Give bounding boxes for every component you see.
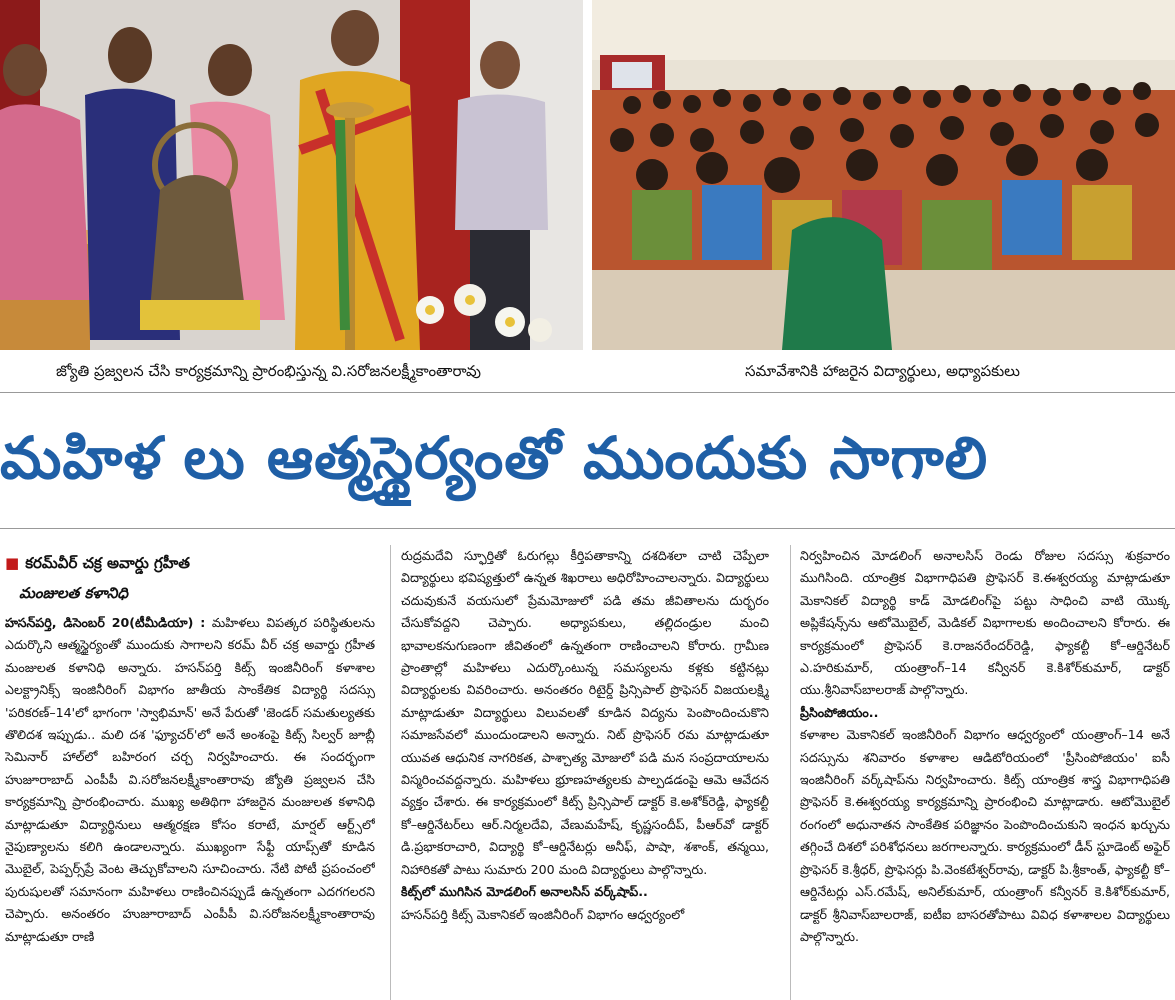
sidebar-title <box>5 548 375 578</box>
article-text: నిర్వహించిన మోడలింగ్ అనాలసిస్ రెండు రోజుల సదస్సు శుక్రవారం ముగిసింది. యాంత్రిక విభాగాధిపతి ప్రొఫెసర్ కె.ఈశ్వరయ్య మాట్లాడుతూ మెకానికల్ విద్యార్థి కాడ్ మోడలింగ్‌పై పట్టు సాధించి వాటి యొక్క అప్లికేషన్స్‌ను ఆటోమొబైల్, మెడికల్ విభాగాలకు అందించాలని కోరారు. ఈ కార్యక్రమంలో ప్రొఫెసర్ కె.రాజనరేందర్‌రెడ్డి, ఫ్యాకల్టీ కో–ఆర్డినేటర్ ఎ.హరికుమార్, యంత్రాంగ్–14 కన్వీనర్ కె.కిశోర్‌కుమార్, డాక్టర్ యు.శ్రీనివాస్‌బాలరాజ్ పాల్గొన్నారు. <box>800 548 1170 698</box>
headline: మహిళ లు ఆత్మస్థైర్యంతో ముందుకు సాగాలి <box>0 424 989 492</box>
left-photo-caption: జ్యోతి ప్రజ్వలన చేసి కార్యక్రమాన్ని ప్రారంభిస్తున్న వి.సరోజనలక్ష్మీకాంతారావు <box>56 362 482 380</box>
article-column-3 <box>800 545 1170 997</box>
article-text: రుద్రమదేవి స్ఫూర్తితో ఓరుగల్లు కీర్తిపతాకాన్ని దశదిశలా చాటి చెప్పేలా విద్యార్థులు భవిష్యత్తులో ఉన్నత శిఖరాలు అధిరోహించాలన్నారు. విద్యార్థులు చదువుకునే వయసులో ప్రేమమోజులో పడి తమ జీవితాలను దుర్భరం చేసుకోవద్దని చెప్పారు. అధ్యాపకులు, తల్లిదండ్రుల మంచి భావాలకనుగుణంగా జీవితంలో ఉన్నతంగా రాణించాలని కోరారు. గ్రామీణ ప్రాంతాల్లో మహిళలు ఎదుర్కొంటున్న సమస్యలను కళ్లకు కట్టినట్లు విద్యార్థులకు వివరించారు. అనంతరం రిటైర్డ్ ప్రిన్సిపాల్ ప్రొఫెసర్ విజయలక్ష్మి మాట్లాడుతూ విద్యార్థులు విలువలతో కూడిన విద్యను పెంపొందించుకొని సమాజసేవలో ముందుండాలని అన్నారు. నిట్ ప్రొఫెసర్ రమ మాట్లాడుతూ యువత ఆధునిక నాగరికత, పాశ్చాత్య మోజులో పడి మన సంప్రదాయాలను విస్మరించవద్దన్నారు. మహిళలు భ్రూణహత్యలకు పాల్పడడంపై ఆమె ఆవేదన వ్యక్తం చేశారు. ఈ కార్యక్రమంలో కిట్స్ ప్రిన్సిపాల్ డాక్టర్ కె.అశోక్‌రెడ్డి, ఫ్యాకల్టీ కో–ఆర్డినేటర్‌లు ఆర్.నిర్మలదేవి, వేణుమహేష్, కృష్ణసందీప్, పీఆర్‌వో డాక్టర్ డి.ప్రభాకరాచారి, విద్యార్థి కో–ఆర్డినేటర్లు అనీఫ్, పాషా, శశాంక్, తన్మయి, నిహారికతో పాటు సుమారు 200 మంది విద్యార్థులు పాల్గొన్నారు. <box>401 548 769 877</box>
right-photo-caption: సమావేశానికి హాజరైన విద్యార్థులు, అధ్యాపకులు <box>745 362 1020 380</box>
section-subhead: కిట్స్‌లో ముగిసిన మోడలింగ్ అనాలసిస్ వర్క్‌షాప్.. <box>401 884 648 900</box>
article-column-1 <box>5 548 375 1000</box>
article-text: కళాశాల మెకానికల్ ఇంజినీరింగ్ విభాగం ఆధ్వర్యంలో యంత్రాంగ్–14 అనే సదస్సును శనివారం కళాశాల ఆడిటోరియంలో 'ప్రీసింపోజియం' ఐసీ ఇంజినీరింగ్ వర్క్‌షాప్‌ను నిర్వహించారు. కిట్స్ యాంత్రిక శాస్త్ర విభాగాధిపతి ప్రొఫెసర్ కె.ఈశ్వరయ్య కార్యక్రమాన్ని ప్రారంభించి మాట్లాడారు. ఆటోమొబైల్ రంగంలో అధునాతన సాంకేతిక పరిజ్ఞానం పెంపొందించుకుని ఇంధన ఖర్చును తగ్గించే దిశలో పరిశోధనలు జరగాలన్నారు. కార్యక్రమంలో డీన్ స్టూడెంట్ అఫైర్ ప్రొఫెసర్ కె.శ్రీధర్, ప్రొఫెసర్లు పి.వెంకటేశ్వర్‌రావు, డాక్టర్ పి.శ్రీకాంత్, ఫ్యాకల్టీ కో–ఆర్డినేటర్లు ఎస్.రమేష్, అనిల్‌కుమార్, యంత్రాంగ్ కన్వీనర్ కె.కిశోర్‌కుమార్, డాక్టర్ శ్రీనివాస్‌బాలరాజ్, ఐటీఐ బాసరతోపాటు వివిధ కళాశాలల విద్యార్థులు పాల్గొన్నారు. <box>800 727 1170 944</box>
article-paragraph <box>5 612 375 948</box>
caption-divider <box>0 392 1175 393</box>
dateline: హసన్‌పర్తి, డిసెంబర్ 20(టీమీడియా) : <box>5 615 206 630</box>
article-text: మహిళలు విపత్కర పరిస్థితులను ఎదుర్కొని ఆత్మస్థైర్యంతో ముందుకు సాగాలని కరమ్ వీర్ చక్ర అవార్డు గ్రహీత మంజులత కళానిధి అన్నారు. హసన్‌పర్తి కిట్స్ ఇంజినీరింగ్ కళాశాల ఎలక్ట్రానిక్స్ ఇంజినీరింగ్ విభాగం జాతీయ సాంకేతిక విద్యార్థి సదస్సు 'పరికరణ్–14'లో భాగంగా 'స్వాభిమాన్' అనే పేరుతో 'జెండర్ సమతుల్యతకు తొలిదశ ఇప్పుడు.. మలి దశ 'ఫ్యూచర్'లో అనే అంశంపై కిట్స్ సిల్వర్ జూబ్లీ సెమినార్ హాల్‌లో బహిరంగ చర్చ నిర్వహించారు. ఈ సందర్భంగా హుజూరాబాద్ ఎంపీపీ వి.సరోజనలక్ష్మీకాంతారావు జ్యోతి ప్రజ్వలన చేసి కార్యక్రమాన్ని ప్రారంభించారు. ముఖ్య అతిథిగా హాజరైన మంజులత కళానిధి మాట్లాడుతూ విద్యార్థినులు ఆత్మరక్షణ కోసం కరాటే, మార్షల్ ఆర్ట్స్‌లో నైపుణ్యాలను కలిగి ఉండాలన్నారు. ముఖ్యంగా సేఫ్టీ యాప్స్‌తో కూడిన మొబైల్, పెప్పర్స్‌ప్రే వెంట తెచ్చుకోవాలని సూచించారు. నేటి పోటీ ప్రపంచంలో పురుషులతో సమానంగా మహిళలు రాణించినప్పుడే ఉన్నతంగా ఎదగగలరని చెప్పారు. అనంతరం హుజూరాబాద్ ఎంపీపీ వి.సరోజనలక్ష్మీకాంతారావు మాట్లాడుతూ రాణి <box>5 615 375 944</box>
audience-photo <box>592 0 1175 350</box>
headline-divider <box>0 528 1175 529</box>
lamp-lighting-photo <box>0 0 583 350</box>
column-rule <box>390 545 391 1000</box>
column-rule <box>790 545 791 1000</box>
section-subhead: ప్రీసింపోజియం.. <box>800 704 879 720</box>
article-column-2 <box>401 545 769 997</box>
sidebar-title-text: కరమ్‌వీర్ చక్ర అవార్డు గ్రహీత <box>25 554 190 572</box>
article-text: హసన్‌పర్తి కిట్స్ మెకానికల్ ఇంజినీరింగ్ విభాగం ఆధ్వర్యంలో <box>401 906 685 922</box>
sidebar-name: మంజులత కళానిధి <box>19 584 128 602</box>
square-bullet-icon: ■ <box>5 554 20 572</box>
